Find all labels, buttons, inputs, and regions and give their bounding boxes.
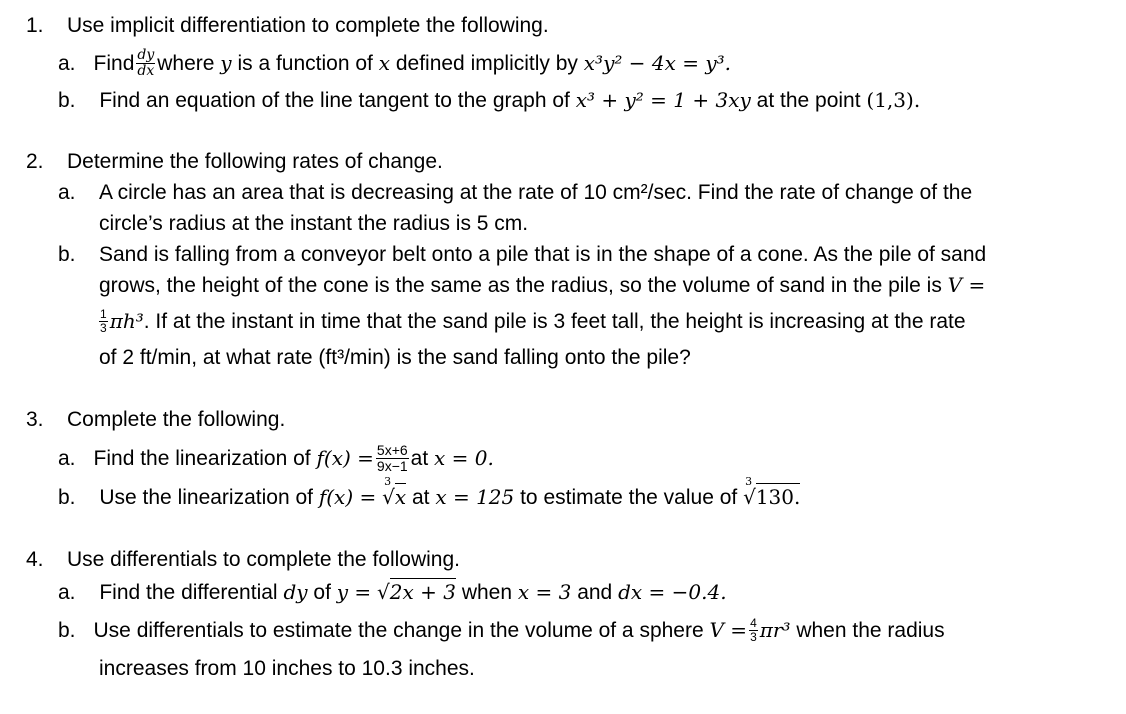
- math-expression: πr³: [759, 618, 791, 642]
- question-text: Complete the following.: [67, 408, 286, 431]
- math-equation: x = 3: [517, 580, 572, 604]
- math-var: x: [378, 51, 390, 75]
- root-index: 3: [384, 475, 392, 488]
- question-number: 2.: [26, 150, 44, 173]
- item-text: Sand is falling from a conveyor belt onto a pile that is in the shape of a cone. As the pile of sand: [99, 243, 987, 266]
- item-text: Use the linearization of: [99, 486, 313, 509]
- question-2b-line4: of 2 ft/min, at what rate (ft³/min) is the sand falling onto the pile?: [99, 346, 691, 369]
- root-index: 3: [745, 475, 753, 488]
- item-text: where: [157, 51, 215, 75]
- fraction-denominator: 9x−1: [376, 457, 408, 474]
- question-number: 3.: [26, 408, 44, 431]
- item-text: Use differentials to estimate the change in the volume of a sphere: [93, 618, 704, 642]
- item-letter: b.: [58, 618, 76, 642]
- item-letter: b.: [58, 89, 76, 112]
- fraction-numerator: dy: [137, 46, 155, 63]
- math-equation: dx = −0.4.: [618, 580, 727, 604]
- root-argument: 130.: [755, 485, 801, 509]
- item-letter: a.: [58, 51, 76, 75]
- question-3b: [58, 475, 801, 509]
- item-text: when: [461, 581, 513, 604]
- item-text: Find the differential: [99, 581, 278, 604]
- math-function: f(x) =: [316, 446, 374, 470]
- item-text: of: [313, 581, 331, 604]
- question-4b: [58, 610, 945, 650]
- question-text: Determine the following rates of change.: [67, 150, 443, 173]
- item-text: Find an equation of the line tangent to the graph of: [99, 89, 570, 112]
- item-letter: a.: [58, 446, 76, 470]
- math-equation: x³ + y² = 1 + 3xy: [575, 88, 751, 112]
- math-var: y: [220, 51, 232, 75]
- cube-root: 3 √130.: [743, 475, 801, 509]
- fraction-numerator: 4: [750, 615, 757, 630]
- fraction-denominator: 3: [750, 629, 757, 644]
- item-text: defined implicitly by: [395, 51, 578, 75]
- math-equation: x = 0.: [434, 446, 494, 470]
- math-function: f(x) =: [318, 485, 377, 509]
- question-2a: [58, 181, 973, 204]
- question-4-title: [26, 548, 460, 571]
- item-text: to estimate the value of: [520, 486, 738, 509]
- question-2b-line2: [99, 275, 985, 296]
- question-4a: [58, 582, 727, 603]
- item-text: . If at the instant in time that the sand pile is 3 feet tall, the height is increasing at the rate: [143, 309, 966, 333]
- item-text: grows, the height of the cone is the same as the radius, so the volume of sand in the pile is: [99, 274, 942, 297]
- item-letter: a.: [58, 581, 76, 604]
- root-argument: x: [394, 485, 407, 509]
- rational-fraction: [376, 443, 409, 473]
- item-text: when the radius: [796, 618, 945, 642]
- question-2-title: [26, 150, 443, 173]
- question-1-title: [26, 14, 549, 37]
- math-equation: x³y² − 4x = y³.: [583, 51, 732, 75]
- question-1b: [58, 90, 920, 111]
- cube-root: 3 √x: [382, 475, 407, 509]
- fraction-denominator: 3: [100, 320, 107, 335]
- four-thirds-fraction: [749, 617, 758, 643]
- item-text: is a function of: [237, 51, 373, 75]
- item-letter: b.: [58, 243, 76, 266]
- question-number: 1.: [26, 14, 44, 37]
- root-argument: 2x + 3: [389, 580, 456, 604]
- item-text: at: [411, 486, 430, 509]
- question-3-title: [26, 408, 286, 431]
- question-2a-line2: circle’s radius at the instant the radius is 5 cm.: [99, 212, 529, 235]
- question-text: Use differentials to complete the following.: [67, 548, 460, 571]
- fraction-denominator: dx: [137, 62, 155, 79]
- item-text: at: [410, 446, 429, 470]
- question-2b-line3: [97, 303, 966, 339]
- fraction-numerator: 1: [100, 306, 107, 321]
- derivative-fraction: [136, 48, 155, 78]
- math-function: y =: [336, 580, 372, 604]
- math-equation: V =: [709, 618, 748, 642]
- item-letter: b.: [58, 486, 76, 509]
- fraction-numerator: 5x+6: [376, 441, 408, 458]
- question-3a: [58, 436, 494, 480]
- math-expression: πh³: [109, 309, 144, 333]
- square-root: √2x + 3: [377, 580, 456, 604]
- question-2b: [58, 243, 987, 266]
- math-equation: V =: [947, 273, 986, 297]
- item-letter: a.: [58, 181, 76, 204]
- item-text: A circle has an area that is decreasing at the rate of 10 cm²/sec. Find the rate of change of the: [99, 181, 973, 204]
- one-third-fraction: [99, 308, 108, 334]
- item-text: Find: [93, 51, 135, 75]
- question-number: 4.: [26, 548, 44, 571]
- math-point: (1,3).: [866, 88, 921, 112]
- question-text: Use implicit differentiation to complete the following.: [67, 14, 549, 37]
- math-equation: x = 125: [435, 485, 515, 509]
- question-4b-line2: increases from 10 inches to 10.3 inches.: [99, 657, 475, 680]
- question-1a: [58, 43, 731, 83]
- item-text: Find the linearization of: [93, 446, 311, 470]
- item-text: at the point: [756, 89, 861, 112]
- item-text: and: [577, 581, 613, 604]
- math-var: dy: [283, 580, 308, 604]
